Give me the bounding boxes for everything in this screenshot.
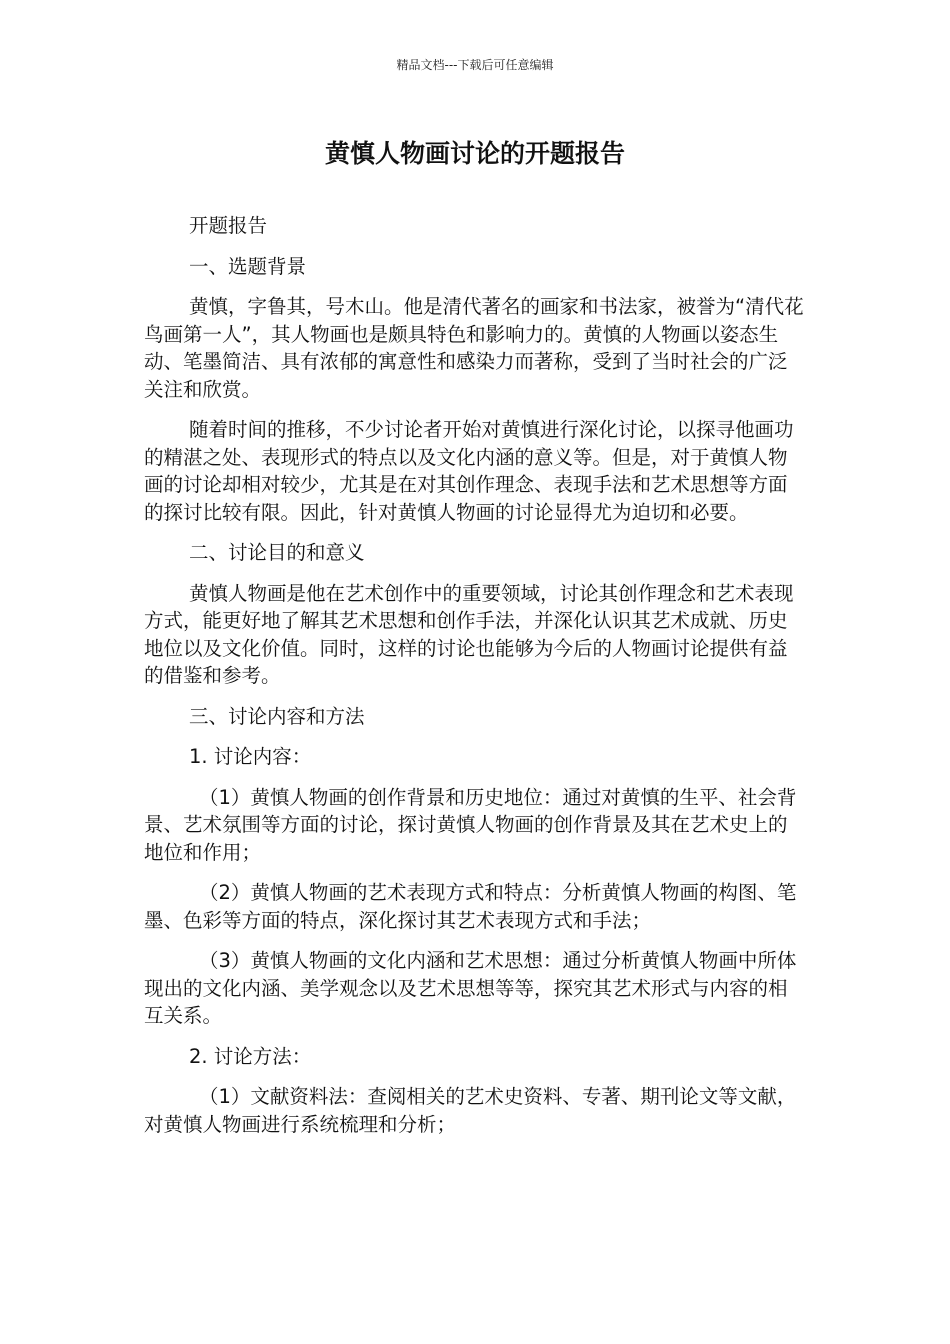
list-item: （1）黄慎人物画的创作背景和历史地位：通过对黄慎的生平、社会背景、艺术氛围等方面的讨论，探讨黄慎人物画的创作背景及其在艺术史上的地位和作用； bbox=[144, 785, 797, 864]
paragraph: 黄慎人物画是他在艺术创作中的重要领域，讨论其创作理念和艺术表现方式，能更好地了解其艺术思想和创作手法，并深化认识其艺术成就、历史地位以及文化价值。同时，这样的讨论也能够为今后的人物画讨论提供有益的借鉴和参考。 bbox=[144, 581, 794, 687]
subsection-heading: 1. 讨论内容： bbox=[189, 745, 312, 768]
paragraph: 随着时间的推移，不少讨论者开始对黄慎进行深化讨论，以探寻他画功的精湛之处、表现形式的特点以及文化内涵的意义等。但是，对于黄慎人物画的讨论却相对较少，尤其是在对其创作理念、表现手法和艺术思想等方面的探讨比较有限。因此，针对黄慎人物画的讨论显得尤为迫切和必要。 bbox=[144, 418, 794, 524]
paragraph: 开题报告 bbox=[189, 214, 268, 237]
list-item: （1）文献资料法：查阅相关的艺术史资料、专著、期刊论文等文献，对黄慎人物画进行系统梳理和分析； bbox=[144, 1085, 797, 1136]
document-title: 黄慎人物画讨论的开题报告 bbox=[324, 139, 625, 168]
section-heading: 三、讨论内容和方法 bbox=[189, 704, 365, 728]
document-body bbox=[144, 212, 804, 1151]
list-item: （2）黄慎人物画的艺术表现方式和特点：分析黄慎人物画的构图、笔墨、色彩等方面的特点，深化探讨其艺术表现方式和手法； bbox=[144, 881, 797, 932]
header-note: 精品文档---下载后可任意编辑 bbox=[396, 58, 554, 72]
list-item: （3）黄慎人物画的文化内涵和艺术思想：通过分析黄慎人物画中所体现出的文化内涵、美学观念以及艺术思想等等，探究其艺术形式与内容的相互关系。 bbox=[144, 949, 797, 1027]
section-heading: 一、选题背景 bbox=[189, 254, 307, 278]
paragraph: 黄慎，字鲁其，号木山。他是清代著名的画家和书法家，被誉为“清代花鸟画第一人”，其人物画也是颇具特色和影响力的。黄慎的人物画以姿态生动、笔墨简洁、具有浓郁的寓意性和感染力而著称，受到了当时社会的广泛关注和欣赏。 bbox=[144, 295, 804, 401]
subsection-heading: 2. 讨论方法： bbox=[189, 1044, 312, 1068]
section-heading: 二、讨论目的和意义 bbox=[189, 541, 365, 564]
